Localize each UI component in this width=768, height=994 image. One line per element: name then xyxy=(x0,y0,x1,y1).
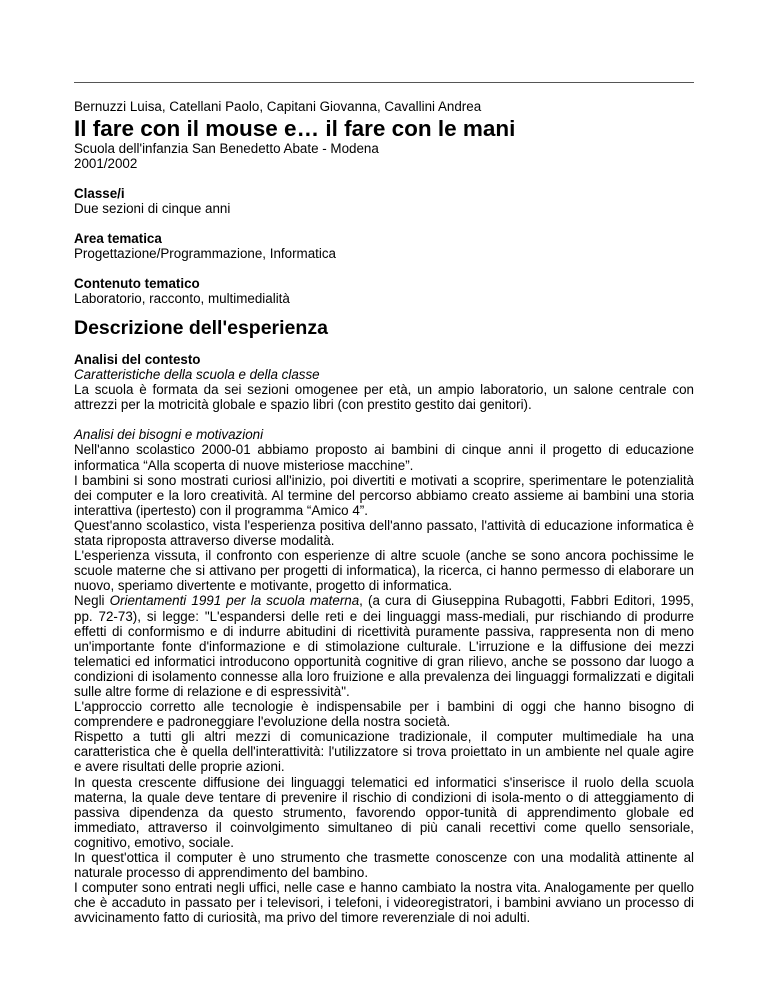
top-rule xyxy=(74,82,694,83)
paragraph: In quest'ottica il computer è uno strumento che trasmette conoscenze con una modalità attinente al naturale processo di apprendimento del bambino. xyxy=(74,850,694,881)
meta-label: Area tematica xyxy=(74,231,162,246)
paragraph-part: , (a cura di Giuseppina Rubagotti, Fabbri Editori, 1995, pp. 72-73), si legge: "L'espandersi delle reti e dei linguaggi mass-mediali, pur rischiando di produrre effetti di conformismo e di indurre abitudini di ricettività puramente passiva, rappresenta non di meno un'importante fonte d'informazione e di stimolazione culturale. L'irruzione e la diffusione dei mezzi telematici ed informatici introducono opportunità cognitive di gran rilievo, anche se possono dar luogo a condizioni di isolamento connesse alla loro fruizione e alla prevalenza dei linguaggi formalizzati e digitali sulle altre forme di relazione e di espressività". xyxy=(74,593,694,699)
meta-label: Contenuto tematico xyxy=(74,276,200,291)
paragraph: Nell'anno scolastico 2000-01 abbiamo proposto ai bambini di cinque anni il progetto di educazione informatica “Alla scoperta di nuove misteriose macchine”. xyxy=(74,442,694,473)
paragraph: I computer sono entrati negli uffici, nelle case e hanno cambiato la nostra vita. Analogamente per quello che è accaduto in passato per i televisori, i telefoni, i videoregistratori, i bambini avviano un processo di avvicinamento fatto di curiosità, ma privo del timore reverenziale di noi adulti. xyxy=(74,880,694,926)
paragraph: La scuola è formata da sei sezioni omogenee per età, un ampio laboratorio, un salone centrale con attrezzi per la motricità globale e spazio libri (con prestito gestito dai genitori). xyxy=(74,382,694,413)
meta-classe xyxy=(74,186,230,216)
paragraph: I bambini si sono mostrati curiosi all'inizio, poi divertiti e motivati a scoprire, sperimentare le potenzialità dei computer e la loro creatività. Al termine del percorso abbiamo creato assieme ai bambini una storia interattiva (ipertesto) con il programma “Amico 4”. xyxy=(74,472,694,518)
body-text xyxy=(74,352,694,925)
paragraph: L'esperienza vissuta, il confronto con esperienze di altre scuole (anche se sono ancora pochissime le scuole materne che si attivano per progetti di informatica), la ricerca, ci hanno permesso di elaborare un nuovo, speriamo divertente e motivante, progetto di informatica. xyxy=(74,548,694,594)
school-name: Scuola dell'infanzia San Benedetto Abate - Modena xyxy=(74,141,379,156)
book-title: Orientamenti 1991 per la scuola materna xyxy=(109,593,360,609)
paragraph: Rispetto a tutti gli altri mezzi di comunicazione tradizionale, il computer multimediale ha una caratteristica che è quella dell'interattività: l'utilizzatore si trova proiettato in un ambiente nel quale agire e avere risultati delle proprie azioni. xyxy=(74,729,694,775)
paragraph-part: Negli xyxy=(74,593,110,609)
paragraph: In questa crescente diffusione dei linguaggi telematici ed informatici s'inserisce il ruolo della scuola materna, la quale deve tentare di prevenire il rischio di condizioni di isola-mento o di atteggiamento di passiva dipendenza da questo strumento, favorendo oppor-tunità di apprendimento globale ed immediato, attraverso il coinvolgimento simultaneo di più canali recettivi come quello sensoriale, cognitivo, emotivo, sociale. xyxy=(74,774,694,850)
analisi-heading: Analisi del contesto xyxy=(74,352,201,367)
paragraph xyxy=(74,593,694,699)
school-info xyxy=(74,142,379,171)
bisogni-heading: Analisi dei bisogni e motivazioni xyxy=(74,427,264,443)
meta-value: Progettazione/Programmazione, Informatica xyxy=(74,246,336,261)
meta-label: Classe/i xyxy=(74,186,125,201)
meta-contenuto xyxy=(74,276,290,306)
paragraph: Quest'anno scolastico, vista l'esperienza positiva dell'anno passato, l'attività di educazione informatica è stata riproposta attraverso diverse modalità. xyxy=(74,517,694,549)
caratteristiche-heading: Caratteristiche della scuola e della classe xyxy=(74,367,320,383)
authors-line: Bernuzzi Luisa, Catellani Paolo, Capitani Giovanna, Cavallini Andrea xyxy=(74,99,482,114)
paragraph: L'approccio corretto alle tecnologie è indispensabile per i bambini di oggi che hanno bisogno di comprendere e padroneggiare l'evoluzione della nostra società. xyxy=(74,699,694,730)
school-year: 2001/2002 xyxy=(74,155,138,171)
meta-value: Due sezioni di cinque anni xyxy=(74,201,231,216)
meta-area xyxy=(74,231,336,261)
document-title: Il fare con il mouse e… il fare con le mani xyxy=(74,116,516,141)
meta-value: Laboratorio, racconto, multimedialità xyxy=(74,291,290,306)
section-title: Descrizione dell'esperienza xyxy=(74,317,328,339)
